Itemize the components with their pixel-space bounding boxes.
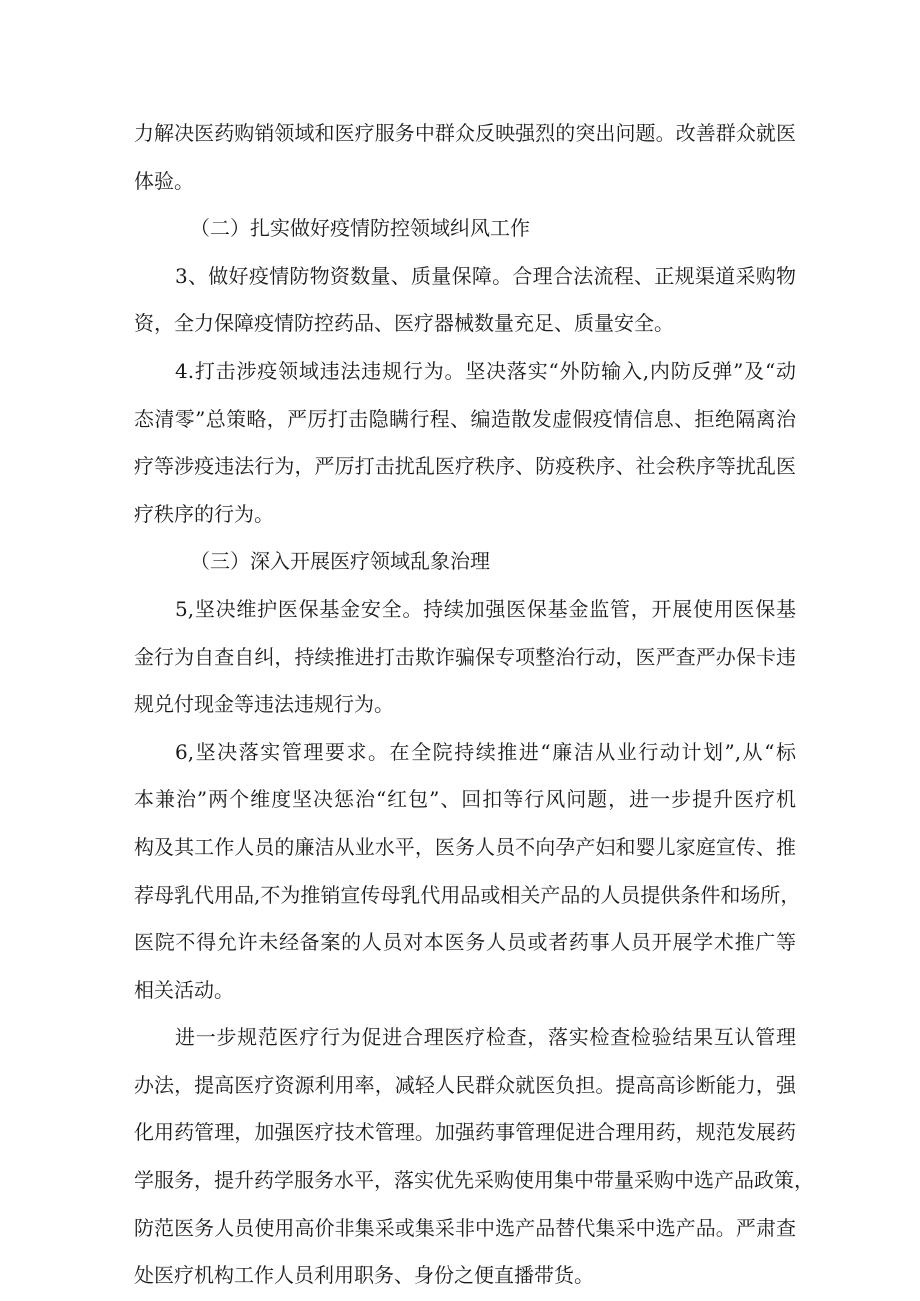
heading-text: （三）深入开展医疗领域乱象治理 bbox=[190, 549, 490, 574]
text-line: 构及其工作人员的廉洁从业水平，医务人员不向孕产妇和婴儿家庭宣传、推 bbox=[134, 834, 796, 859]
document-page bbox=[134, 110, 814, 1300]
text-line: 规兑付现金等违法违规行为。 bbox=[134, 692, 394, 717]
text-line: 金行为自查自纠，持续推进打击欺诈骗保专项整治行动，医严查严办保卡违 bbox=[134, 644, 796, 669]
text-line: 化用药管理，加强医疗技术管理。加强药事管理促进合理用药，规范发展药 bbox=[134, 1120, 796, 1145]
text-line: 学服务，提升药学服务水平，落实优先采购使用集中带量采购中选产品政策， bbox=[134, 1168, 814, 1193]
paragraph-item-3 bbox=[134, 253, 796, 348]
paragraph-body bbox=[134, 1014, 814, 1300]
text-line: 办法，提高医疗资源利用率，减轻人民群众就医负担。提高高诊断能力，强 bbox=[134, 1072, 796, 1097]
text-line: 处医疗机构工作人员利用职务、身份之便直播带货。 bbox=[134, 1263, 594, 1288]
text-line: 态清零”总策略，严厉打击隐瞒行程、编造散发虚假疫情信息、拒绝隔离治 bbox=[134, 406, 796, 431]
text-line: 防范医务人员使用高价非集采或集采非中选产品替代集采中选产品。严肃查 bbox=[134, 1215, 796, 1240]
paragraph-item-6 bbox=[134, 729, 801, 1015]
text-line: 4.打击涉疫领域违法违规行为。坚决落实“外防输入,内防反弹”及“动 bbox=[175, 358, 796, 383]
text-line: 本兼治”两个维度坚决惩治“红包”、回扣等行风问题，进一步提升医疗机 bbox=[134, 787, 796, 812]
paragraph-item-4 bbox=[134, 348, 796, 538]
text-line: 5,坚决维护医保基金安全。持续加强医保基金监管，开展使用医保基 bbox=[175, 596, 796, 621]
text-line: 医院不得允许未经备案的人员对本医务人员或者药事人员开展学术推广等 bbox=[134, 930, 796, 955]
paragraph-continued bbox=[134, 110, 796, 205]
text-line: 相关活动。 bbox=[134, 977, 234, 1002]
text-line: 疗等涉疫违法行为，严厉打击扰乱医疗秩序、防疫秩序、社会秩序等扰乱医 bbox=[134, 454, 796, 479]
heading-text: （二）扎实做好疫情防控领域纠风工作 bbox=[190, 216, 530, 241]
paragraph-item-5 bbox=[134, 586, 796, 729]
text-line: 进一步规范医疗行为促进合理医疗检查，落实检查检验结果互认管理 bbox=[175, 1025, 796, 1050]
text-line: 资，全力保障疫情防控药品、医疗器械数量充足、质量安全。 bbox=[134, 311, 674, 336]
text-line: 疗秩序的行为。 bbox=[134, 501, 274, 526]
text-line: 3、做好疫情防物资数量、质量保障。合理合法流程、正规渠道采购物 bbox=[175, 263, 796, 288]
section-heading-3 bbox=[134, 538, 796, 586]
text-line: 荐母乳代用品,不为推销宣传母乳代用品或相关产品的人员提供条件和场所， bbox=[134, 882, 801, 907]
text-line: 6,坚决落实管理要求。在全院持续推进“廉洁从业行动计划”,从“标 bbox=[175, 739, 796, 764]
section-heading-2 bbox=[134, 205, 796, 253]
text-line: 力解决医药购销领域和医疗服务中群众反映强烈的突出问题。改善群众就医 bbox=[134, 121, 796, 145]
text-line: 体验。 bbox=[134, 168, 194, 193]
